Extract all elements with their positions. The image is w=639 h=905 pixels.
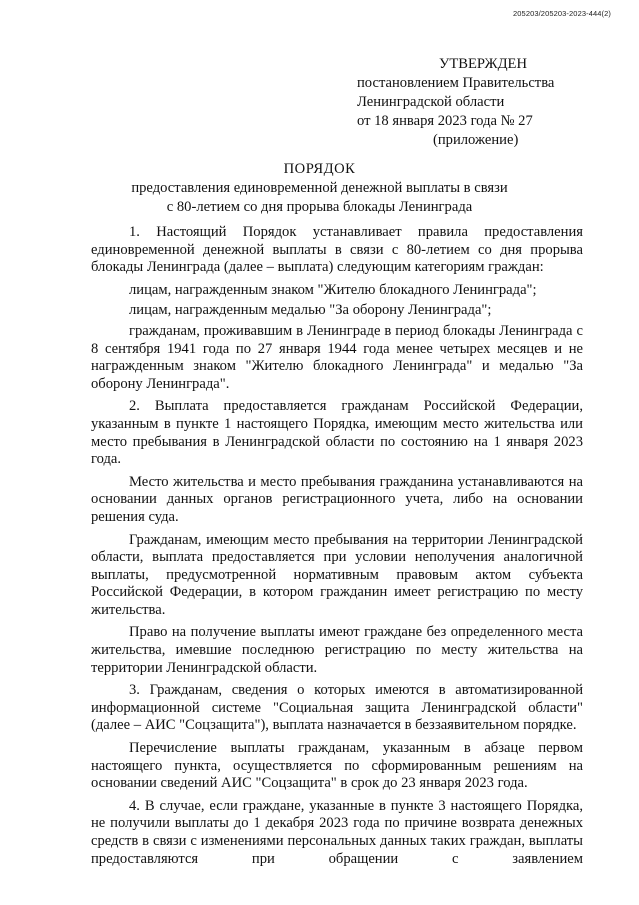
title-sub-1: предоставления единовременной денежной выплаты в связи (131, 180, 508, 196)
paragraph-2: 2. Выплата предоставляется гражданам Российской Федерации, указанным в пункте 1 настоящего Порядка, имеющим место жительства или место пребывания в Ленинградской области по состоянию на 1 января 2023 года. (91, 398, 583, 468)
document-id: 205203/205203-2023-444(2) (513, 9, 611, 18)
paragraph-3: 3. Гражданам, сведения о которых имеются в автоматизированной информационной системе "Социальная защита Ленинградской области" (далее – АИС "Соцзащита"), выплата назначается в беззаявительном порядке. (91, 682, 583, 734)
approval-line-2: Ленинградской области (357, 94, 505, 110)
paragraph-3-transfer: Перечисление выплаты гражданам, указанным в абзаце первом настоящего пункта, осуществляется по сформированным решениям на основании сведений АИС "Соцзащита" в срок до 23 января 2023 года. (91, 740, 583, 792)
approval-stamp (357, 55, 554, 150)
approval-appendix: (приложение) (433, 132, 519, 148)
paragraph-2-stay: Гражданам, имеющим место пребывания на территории Ленинградской области, выплата предоставляется при условии неполучения аналогичной выплаты, предусмотренной нормативным правовым актом субъекта Российской Федерации, в котором гражданин имеет регистрацию по месту жительства. (91, 531, 583, 618)
approval-heading: УТВЕРЖДЕН (439, 56, 527, 72)
paragraph-1-item-1: лицам, награжденным знаком "Жителю блокадного Ленинграда"; (129, 281, 537, 298)
title-main: ПОРЯДОК (283, 161, 356, 177)
paragraph-2-homeless: Право на получение выплаты имеют граждане без определенного места жительства, имевшие последнюю регистрацию по месту жительства на территории Ленинградской области. (91, 624, 583, 676)
approval-line-3: от 18 января 2023 года № 27 (357, 113, 533, 129)
title-sub-2: с 80-летием со дня прорыва блокады Ленинграда (166, 199, 473, 215)
paragraph-1-item-3: гражданам, проживавшим в Ленинграде в период блокады Ленинграда с 8 сентября 1941 года по 27 января 1944 года менее четырех месяцев и не награжденным знаком "Жителю блокадного Ленинграда" и медалью "За оборону Ленинграда". (91, 322, 583, 392)
paragraph-1: 1. Настоящий Порядок устанавливает правила предоставления единовременной денежной выплаты в связи с 80-летием со дня прорыва блокады Ленинграда (далее – выплата) следующим категориям граждан: (91, 224, 583, 276)
document-title (0, 160, 639, 217)
document-body (91, 224, 583, 873)
paragraph-4: 4. В случае, если граждане, указанные в пункте 3 настоящего Порядка, не получили выплаты до 1 декабря 2023 года по причине возврата денежных средств в связи с изменениями персональных данных таких граждан, выплаты предоставляются при обращении с заявлением (91, 797, 583, 867)
paragraph-1-item-2: лицам, награжденным медалью "За оборону Ленинграда"; (129, 302, 492, 319)
paragraph-2-residence: Место жительства и место пребывания гражданина устанавливаются на основании данных органов регистрационного учета, либо на основании решения суда. (91, 473, 583, 525)
approval-line-1: постановлением Правительства (357, 75, 555, 91)
